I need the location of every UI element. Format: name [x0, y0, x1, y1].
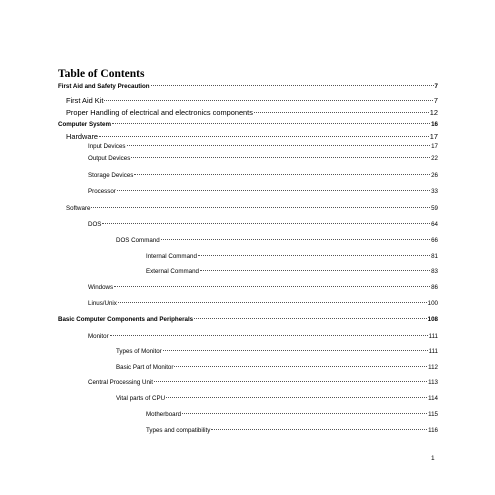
dot-leader: [134, 174, 430, 175]
toc-entry[interactable]: [88, 155, 438, 167]
toc-entry-label: Output Devices: [88, 155, 131, 162]
toc-entry-page-number: 114: [428, 395, 438, 402]
dot-leader: [112, 123, 430, 124]
toc-entry-page-number: 108: [427, 316, 438, 323]
toc-entry-page-number: 7: [434, 83, 438, 90]
toc-entry[interactable]: [146, 268, 438, 280]
toc-entry-label: Software: [66, 205, 91, 212]
dot-leader: [99, 136, 429, 137]
toc-entry-label: Hardware: [66, 132, 99, 141]
dot-leader: [198, 255, 430, 256]
toc-entry[interactable]: [88, 143, 438, 155]
toc-entry[interactable]: [58, 316, 438, 328]
toc-entry-label: Motherboard: [146, 411, 182, 418]
toc-entry-label: Linus/Unix: [88, 300, 117, 307]
toc-entry-label: Processor: [88, 188, 116, 195]
toc-entry-label: DOS Command: [116, 237, 160, 244]
toc-entry-label: Computer System: [58, 121, 111, 128]
toc-entry[interactable]: [116, 395, 438, 407]
toc-entry-page-number: 100: [427, 300, 438, 307]
toc-entry-label: Input Devices: [88, 143, 126, 150]
toc-entry[interactable]: [88, 284, 438, 296]
dot-leader: [163, 350, 428, 351]
toc-entry-page-number: 111: [428, 333, 438, 340]
toc-entry-page-number: 16: [431, 121, 438, 128]
toc-entry[interactable]: [146, 411, 438, 423]
dot-leader: [127, 145, 431, 146]
toc-entry-label: Proper Handling of electrical and electronics components: [66, 108, 253, 117]
dot-leader: [110, 335, 428, 336]
toc-entry-label: Internal Command: [146, 253, 197, 260]
dot-leader: [131, 157, 430, 158]
toc-entry-label: Types of Monitor: [116, 348, 162, 355]
toc-entry-page-number: 113: [428, 379, 438, 386]
toc-entry-page-number: 81: [431, 253, 438, 260]
toc-entry[interactable]: [146, 253, 438, 265]
dot-leader: [118, 302, 427, 303]
dot-leader: [166, 397, 427, 398]
toc-entry-page-number: 33: [431, 188, 438, 195]
toc-entry[interactable]: [116, 364, 438, 376]
toc-entry-page-number: 17: [431, 143, 438, 150]
toc-entry[interactable]: [88, 300, 438, 312]
dot-leader: [174, 366, 427, 367]
dot-leader: [117, 190, 430, 191]
toc-entry-label: Windows: [88, 284, 114, 291]
toc-entry-label: Vital parts of CPU: [116, 395, 166, 402]
toc-entry-page-number: 86: [431, 284, 438, 291]
toc-entry-label: External Command: [146, 268, 199, 275]
page-number: 1: [431, 455, 435, 462]
toc-entry[interactable]: [66, 108, 438, 120]
toc-entry-page-number: 116: [428, 427, 438, 434]
dot-leader: [151, 85, 434, 86]
toc-entry-label: DOS: [88, 221, 102, 228]
toc-title: Table of Contents: [58, 68, 145, 80]
dot-leader: [194, 318, 427, 319]
toc-entry[interactable]: [88, 172, 438, 184]
dot-leader: [91, 207, 430, 208]
dot-leader: [154, 381, 427, 382]
toc-entry-label: First Aid and Safety Precaution: [58, 83, 150, 90]
dot-leader: [114, 286, 430, 287]
toc-entry[interactable]: [66, 96, 438, 108]
toc-entry-page-number: 64: [431, 221, 438, 228]
toc-entry-label: Central Processing Unit: [88, 379, 153, 386]
toc-entry[interactable]: [146, 427, 438, 439]
toc-entry-label: Basic Computer Components and Peripherals: [58, 316, 194, 323]
toc-entry[interactable]: [88, 379, 438, 391]
toc-entry-page-number: 59: [431, 205, 438, 212]
toc-entry[interactable]: [58, 83, 438, 95]
toc-entry-page-number: 7: [433, 96, 438, 105]
toc-entry[interactable]: [116, 348, 438, 360]
dot-leader: [182, 413, 427, 414]
toc-entry[interactable]: [88, 188, 438, 200]
dot-leader: [200, 270, 430, 271]
toc-entry-page-number: 26: [431, 172, 438, 179]
toc-entry-page-number: 17: [429, 132, 438, 141]
toc-entry-label: Basic Part of Monitor: [116, 364, 174, 371]
toc-entry-page-number: 112: [428, 364, 438, 371]
toc-entry[interactable]: [66, 205, 438, 217]
toc-entry-page-number: 22: [431, 155, 438, 162]
toc-entry-page-number: 83: [431, 268, 438, 275]
toc-entry-page-number: 115: [428, 411, 438, 418]
dot-leader: [102, 223, 430, 224]
toc-entry[interactable]: [88, 333, 438, 345]
dot-leader: [211, 429, 427, 430]
dot-leader: [161, 239, 430, 240]
toc-entry-label: Monitor: [88, 333, 109, 340]
dot-leader: [254, 112, 429, 113]
toc-entry-label: First Aid Kit: [66, 96, 104, 105]
toc-entry-page-number: 12: [429, 108, 438, 117]
toc-entry-label: Types and compatibility: [146, 427, 211, 434]
toc-entry[interactable]: [88, 221, 438, 233]
toc-entry[interactable]: [116, 237, 438, 249]
toc-entry-label: Storage Devices: [88, 172, 134, 179]
dot-leader: [104, 100, 433, 101]
toc-entry-page-number: 111: [428, 348, 438, 355]
toc-entry-page-number: 66: [431, 237, 438, 244]
